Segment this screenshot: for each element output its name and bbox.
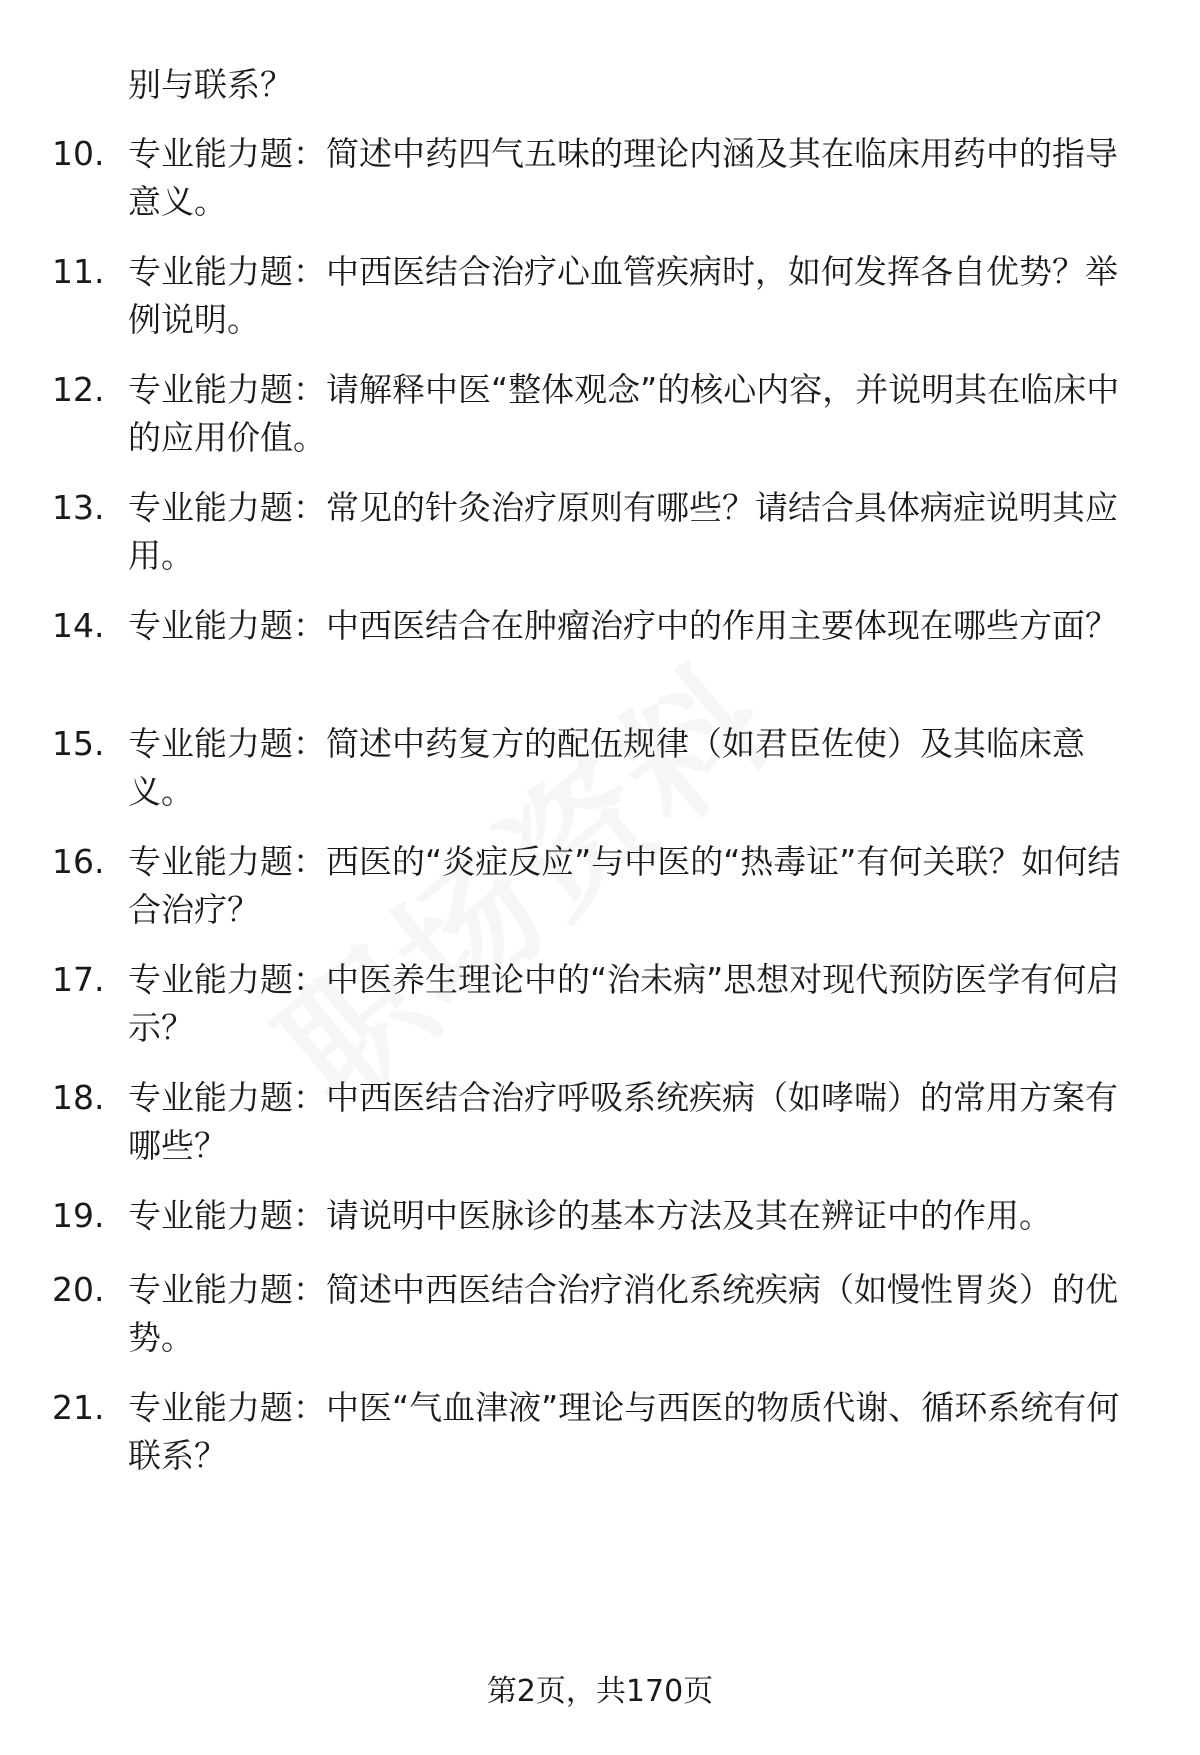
question-text: 专业能力题：简述中药四气五味的理论内涵及其在临床用药中的指导意义。 <box>128 134 1118 221</box>
question-text: 专业能力题：简述中药复方的配伍规律（如君臣佐使）及其临床意义。 <box>128 724 1085 811</box>
question-text: 专业能力题：中医“气血津液”理论与西医的物质代谢、循环系统有何联系？ <box>128 1388 1120 1475</box>
question-number: 21. <box>52 1388 105 1427</box>
question-number: 10. <box>52 134 105 173</box>
question-text: 专业能力题：请说明中医脉诊的基本方法及其在辨证中的作用。 <box>128 1196 1052 1235</box>
question-text: 专业能力题：常见的针灸治疗原则有哪些？请结合具体病症说明其应用。 <box>128 488 1118 575</box>
question-number: 20. <box>52 1270 105 1309</box>
question-text: 专业能力题：中西医结合治疗呼吸系统疾病（如哮喘）的常用方案有哪些？ <box>128 1078 1118 1165</box>
question-number: 19. <box>52 1196 105 1235</box>
question-number: 15. <box>52 724 105 763</box>
question-text: 专业能力题：简述中西医结合治疗消化系统疾病（如慢性胃炎）的优势。 <box>128 1270 1118 1357</box>
question-text: 专业能力题：请解释中医“整体观念”的核心内容，并说明其在临床中的应用价值。 <box>128 370 1120 457</box>
question-number: 18. <box>52 1078 105 1117</box>
question-text: 专业能力题：西医的“炎症反应”与中医的“热毒证”有何关联？如何结合治疗？ <box>128 842 1121 929</box>
question-number: 16. <box>52 842 105 881</box>
question-number: 13. <box>52 488 105 527</box>
continuation-text: 别与联系？ <box>128 65 293 104</box>
question-number: 17. <box>52 960 105 999</box>
question-number: 11. <box>52 252 105 291</box>
question-text: 专业能力题：中西医结合治疗心血管疾病时，如何发挥各自优势？举例说明。 <box>128 252 1118 339</box>
question-text: 专业能力题：中医养生理论中的“治未病”思想对现代预防医学有何启示？ <box>128 960 1120 1047</box>
question-number: 12. <box>52 370 105 409</box>
question-text: 专业能力题：中西医结合在肿瘤治疗中的作用主要体现在哪些方面？ <box>128 606 1118 645</box>
page-footer: 第2页，共170页 <box>486 1674 714 1709</box>
question-number: 14. <box>52 606 105 645</box>
